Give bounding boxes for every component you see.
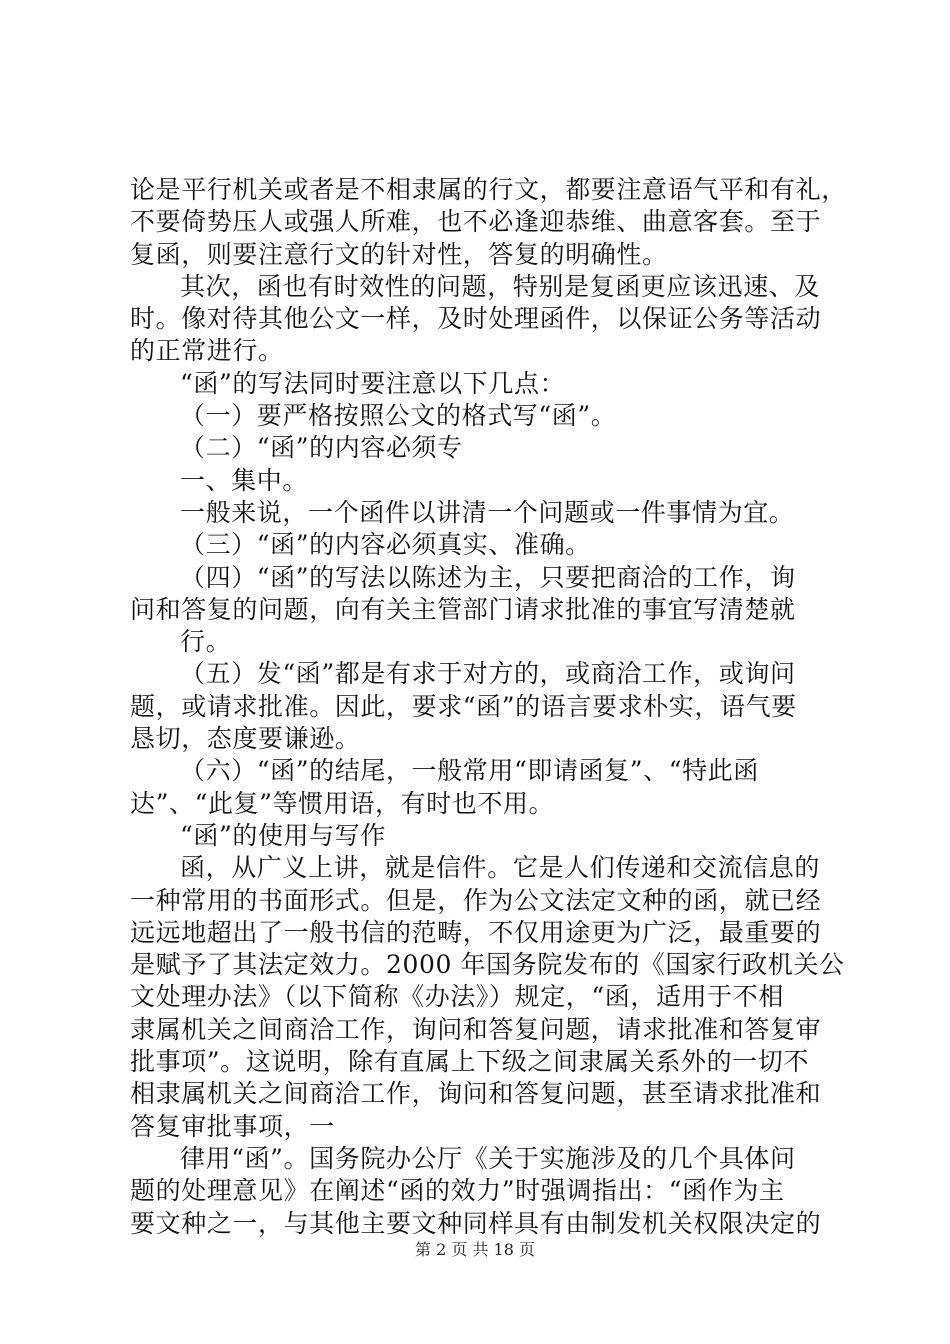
text-line: 批事项”。这说明，除有直属上下级之间隶属关系外的一切不 xyxy=(130,1047,809,1077)
text-line: 的正常进行。 xyxy=(130,336,284,366)
text-line: 一般来说，一个函件以讲清一个问题或一件事情为宜。 xyxy=(180,497,795,527)
text-line: （一）要严格按照公文的格式写“函”。 xyxy=(180,401,617,431)
text-line: （四）“函”的写法以陈述为主，只要把商洽的工作，询 xyxy=(180,562,796,592)
text-line: 其次，函也有时效性的问题，特别是复函更应该迅速、及 xyxy=(180,271,821,301)
text-line: 论是平行机关或者是不相隶属的行文，都要注意语气平和有礼， xyxy=(130,175,847,204)
text-line: （二）“函”的内容必须专 xyxy=(180,433,463,463)
text-line: 文处理办法》（以下简称《办法》）规定，“函，适用于不相 xyxy=(130,982,784,1012)
text-line: 时。像对待其他公文一样，及时处理函件，以保证公务等活动 xyxy=(130,304,822,334)
text-line: （五）发“函”都是有求于对方的，或商洽工作，或询问 xyxy=(180,659,796,689)
text-line: 函，从广义上讲，就是信件。它是人们传递和交流信息的 xyxy=(180,853,821,883)
page-footer: 第 2 页 共 18 页 xyxy=(415,1240,535,1259)
text-line: 不要倚势压人或强人所难，也不必逢迎恭维、曲意客套。至于 xyxy=(130,207,822,237)
text-line: 复函，则要注意行文的针对性，答复的明确性。 xyxy=(130,239,668,269)
text-line: 题的处理意见》在阐述“函的效力”时强调指出：“函作为主 xyxy=(130,1176,785,1206)
text-line: 要文种之一，与其他主要文种同样具有由制发机关权限决定的 xyxy=(130,1208,822,1238)
text-line: 是赋予了其法定效力。2000 年国务院发布的《国家行政机关公 xyxy=(130,950,845,980)
text-line: 行。 xyxy=(180,627,232,657)
text-line: （三）“函”的内容必须真实、准确。 xyxy=(180,530,591,560)
text-line: 远远地超出了一般书信的范畴，不仅用途更为广泛，最重要的 xyxy=(130,917,822,947)
body-text xyxy=(130,174,847,1240)
text-line: 题，或请求批准。因此，要求“函”的语言要求朴实，语气要 xyxy=(130,691,797,721)
text-line: 一种常用的书面形式。但是，作为公文法定文种的函，就已经 xyxy=(130,885,822,915)
text-line: “函”的写法同时要注意以下几点： xyxy=(180,368,566,398)
text-line: “函”的使用与写作 xyxy=(180,820,386,850)
text-line: 答复审批事项，一 xyxy=(130,1111,335,1141)
text-line: 问和答复的问题，向有关主管部门请求批准的事宜写清楚就 xyxy=(130,594,796,624)
text-line: 恳切，态度要谦逊。 xyxy=(130,724,361,754)
text-line: （六）“函”的结尾，一般常用“即请函复”、“特此函 xyxy=(180,756,759,786)
text-line: 隶属机关之间商洽工作，询问和答复问题，请求批准和答复审 xyxy=(130,1014,822,1044)
text-line: 达”、“此复”等惯用语，有时也不用。 xyxy=(130,788,555,818)
text-line: 一、集中。 xyxy=(180,465,309,495)
text-line: 相隶属机关之间商洽工作，询问和答复问题，甚至请求批准和 xyxy=(130,1079,822,1109)
text-line: 律用“函”。国务院办公厅《关于实施涉及的几个具体问 xyxy=(180,1143,796,1173)
